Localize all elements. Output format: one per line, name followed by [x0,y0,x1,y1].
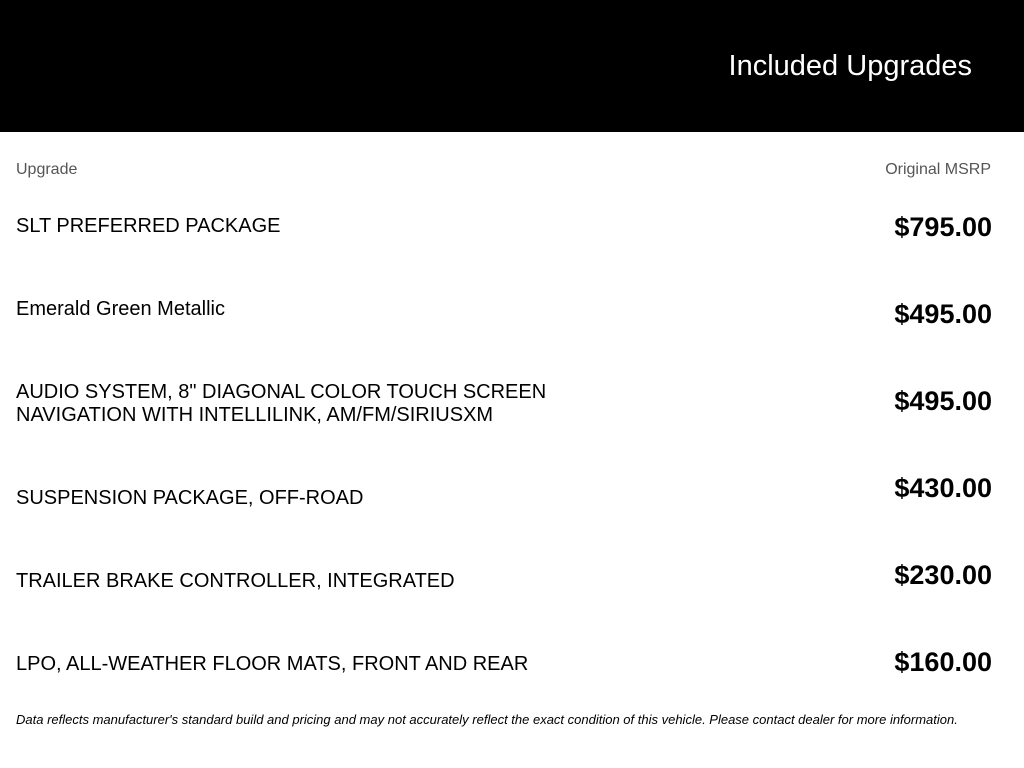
upgrade-name: TRAILER BRAKE CONTROLLER, INTEGRATED [16,570,455,592]
upgrade-price: $495.00 [894,386,992,416]
upgrade-name: AUDIO SYSTEM, 8" DIAGONAL COLOR TOUCH SCREEN NAVIGATION WITH INTELLILINK, AM/FM/SIRIUSXM [16,381,547,426]
column-header-msrp: Original MSRP [885,161,991,178]
upgrade-price: $230.00 [894,560,992,590]
upgrade-price: $795.00 [894,212,992,242]
disclaimer-text: Data reflects manufacturer's standard build and pricing and may not accurately reflect the exact condition of this vehicle. Please contact dealer for more information. [16,712,958,727]
page-header [0,0,1024,132]
upgrade-price: $495.00 [894,299,992,329]
upgrade-price: $430.00 [894,473,992,503]
upgrade-price: $160.00 [894,647,992,677]
upgrade-name: Emerald Green Metallic [16,298,225,320]
column-header-upgrade: Upgrade [16,161,78,178]
page-title: Included Upgrades [728,50,972,82]
upgrade-name: SLT PREFERRED PACKAGE [16,215,281,237]
upgrade-name: SUSPENSION PACKAGE, OFF-ROAD [16,487,364,509]
upgrade-name: LPO, ALL-WEATHER FLOOR MATS, FRONT AND REAR [16,653,529,675]
